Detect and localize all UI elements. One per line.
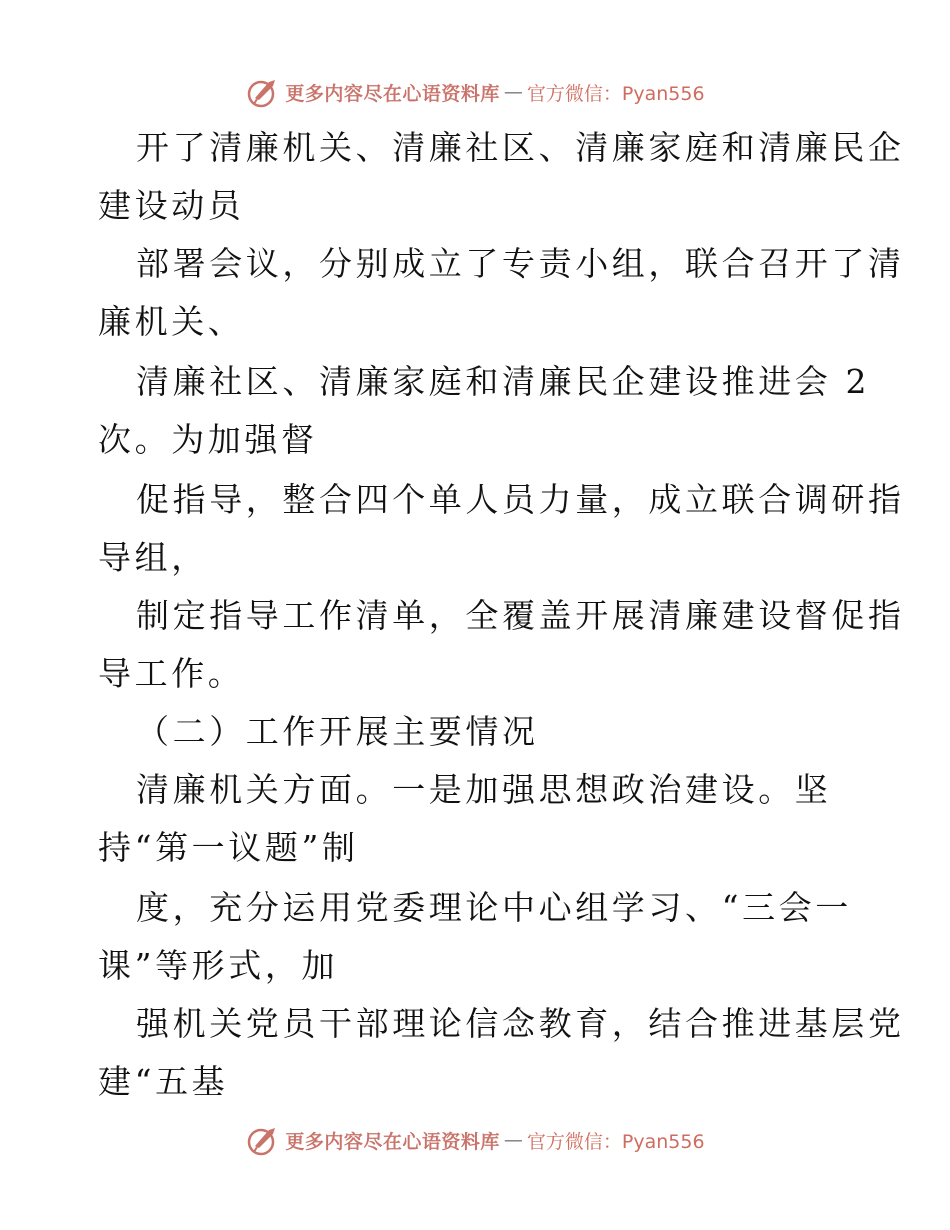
text-line: 清廉机关方面。一是加强思想政治建设。坚 bbox=[136, 770, 832, 809]
text-line: 课”等形式，加 bbox=[98, 946, 339, 985]
text-line: 度，充分运用党委理论中心组学习、“三会一 bbox=[136, 888, 852, 927]
pen-nib-seal-icon bbox=[245, 1122, 281, 1158]
watermark-separator: — bbox=[503, 1129, 523, 1151]
text-line: 建设动员 bbox=[98, 186, 245, 225]
text-line: 导组， bbox=[98, 538, 208, 577]
text-line: 次。为加强督 bbox=[98, 420, 318, 459]
text-line: 导工作。 bbox=[98, 654, 245, 693]
text-line: 持“第一议题”制 bbox=[98, 828, 359, 867]
watermark-brand-text: 更多内容尽在心语资料库 bbox=[285, 82, 500, 105]
text-line: 制定指导工作清单，全覆盖开展清廉建设督促指 bbox=[136, 596, 905, 635]
text-line: 清廉社区、清廉家庭和清廉民企建设推进会 2 bbox=[136, 362, 871, 401]
footer-watermark bbox=[0, 1120, 950, 1160]
text-line: 廉机关、 bbox=[98, 302, 245, 341]
section-heading: （二）工作开展主要情况 bbox=[136, 712, 539, 751]
watermark-contact-text: 官方微信：Pyan556 bbox=[526, 82, 705, 105]
text-line: 开了清廉机关、清廉社区、清廉家庭和清廉民企 bbox=[136, 128, 905, 167]
text-line: 建“五基 bbox=[98, 1062, 229, 1101]
watermark-contact-text: 官方微信：Pyan556 bbox=[526, 1130, 705, 1153]
text-line: 促指导，整合四个单人员力量，成立联合调研指 bbox=[136, 480, 905, 519]
watermark-separator: — bbox=[503, 81, 523, 103]
watermark-brand-text: 更多内容尽在心语资料库 bbox=[285, 1130, 500, 1153]
text-line: 部署会议，分别成立了专责小组，联合召开了清 bbox=[136, 244, 905, 283]
text-line: 强机关党员干部理论信念教育，结合推进基层党 bbox=[136, 1004, 905, 1043]
